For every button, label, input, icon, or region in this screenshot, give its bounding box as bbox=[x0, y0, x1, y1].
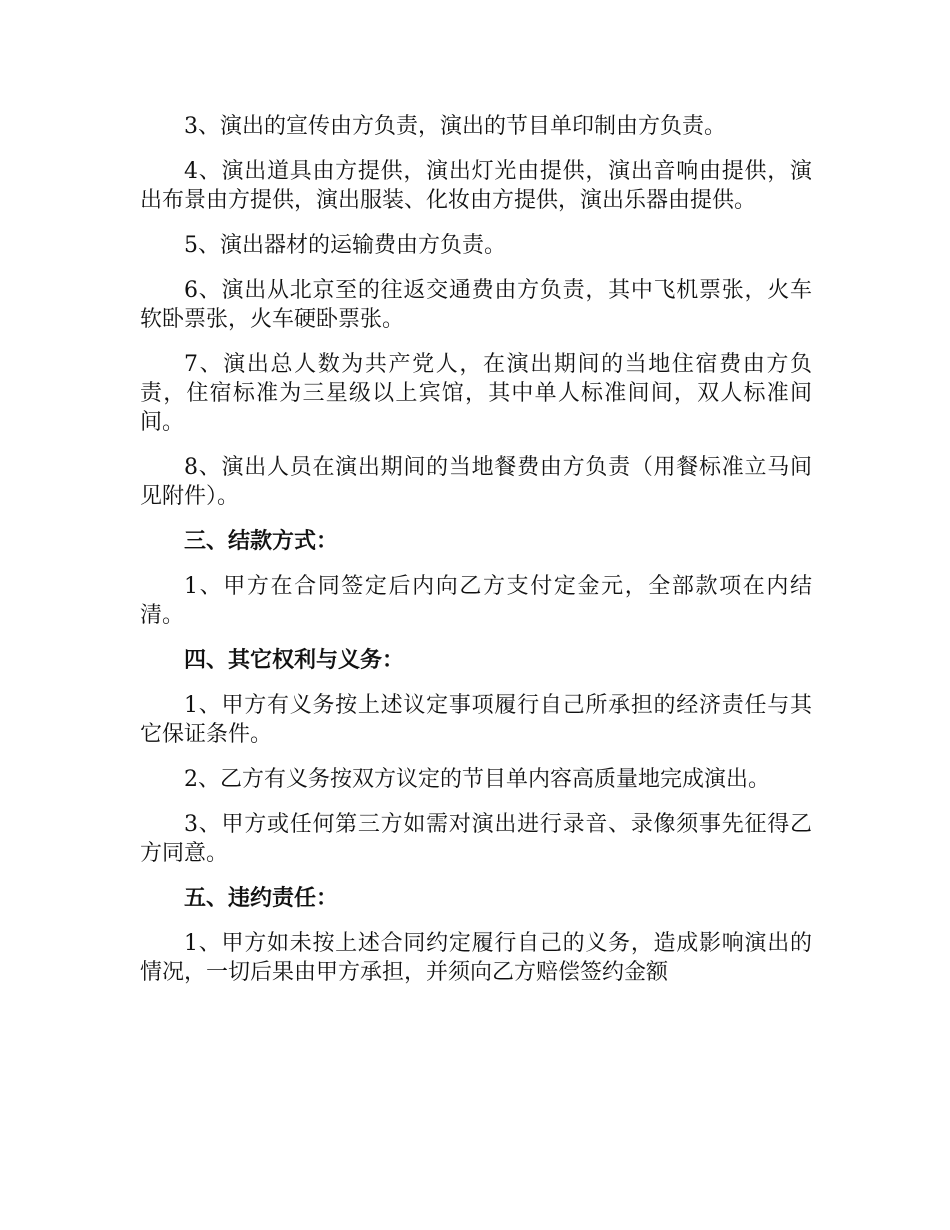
clause-8-meals: 8、演出人员在演出期间的当地餐费由方负责（用餐标准立马间见附件）。 bbox=[140, 455, 812, 509]
rights-clause-3: 3、甲方或任何第三方如需对演出进行录音、录像须事先征得乙方同意。 bbox=[140, 812, 812, 866]
clause-7-lodging: 7、演出总人数为共产党人，在演出期间的当地住宿费由方负责，住宿标准为三星级以上宾馆，其中单人标准间间，双人标准间间。 bbox=[140, 352, 812, 435]
document-body bbox=[140, 112, 812, 1003]
clause-4-equipment: 4、演出道具由方提供，演出灯光由提供，演出音响由提供，演出布景由方提供，演出服装、化妆由方提供，演出乐器由提供。 bbox=[140, 159, 812, 213]
clause-5-transport: 5、演出器材的运输费由方负责。 bbox=[184, 233, 506, 258]
payment-clause-1: 1、甲方在合同签定后内向乙方支付定金元，全部款项在内结清。 bbox=[140, 574, 812, 628]
rights-clause-2: 2、乙方有义务按双方议定的节目单内容高质量地完成演出。 bbox=[184, 767, 770, 792]
clause-3-publicity: 3、演出的宣传由方负责，演出的节目单印制由方负责。 bbox=[184, 114, 726, 139]
section-heading-rights: 四、其它权利与义务： bbox=[184, 648, 405, 673]
rights-clause-1: 1、甲方有义务按上述议定事项履行自己所承担的经济责任与其它保证条件。 bbox=[140, 693, 812, 747]
section-heading-payment: 三、结款方式： bbox=[184, 529, 339, 554]
liability-clause-1: 1、甲方如未按上述合同约定履行自己的义务，造成影响演出的情况，一切后果由甲方承担，并须向乙方赔偿签约金额 bbox=[140, 931, 812, 985]
clause-6-travel: 6、演出从北京至的往返交通费由方负责，其中飞机票张，火车软卧票张，火车硬卧票张。 bbox=[140, 278, 812, 332]
section-heading-liability: 五、违约责任： bbox=[184, 886, 339, 911]
